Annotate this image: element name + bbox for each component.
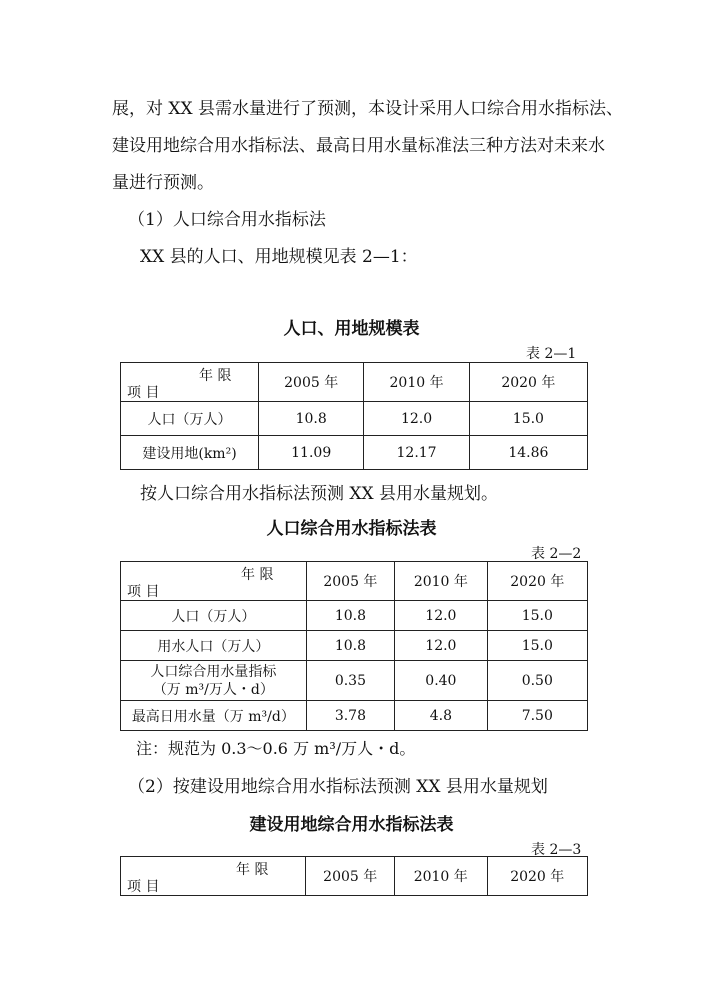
table-1-corner-cell: [121, 363, 259, 402]
table-1: [120, 362, 588, 470]
table-3-year-header: 2005 年: [306, 857, 395, 896]
table-1-year-header: 2005 年: [259, 363, 364, 402]
table-row: [121, 402, 588, 436]
table-3: [120, 856, 588, 896]
row-value: 15.0: [469, 402, 587, 436]
intro-line-2: 建设用地综合用水指标法、最高日用水量标准法三种方法对未来水: [112, 136, 605, 156]
table-2-year-header: 2010 年: [395, 562, 487, 601]
row-label-line-2: （万 m³/万人・d）: [152, 681, 274, 698]
corner-item-label: 项 目: [127, 879, 160, 895]
table-row: [121, 661, 588, 701]
table-2-year-header: 2005 年: [306, 562, 394, 601]
row-value: 15.0: [487, 631, 587, 661]
table-3-title: 建设用地综合用水指标法表: [249, 815, 454, 835]
row-value: 12.0: [395, 601, 487, 631]
section-1-heading: （1）人口综合用水指标法: [128, 210, 326, 230]
row-value: 4.8: [395, 701, 487, 731]
row-value: 0.35: [306, 661, 394, 701]
table-3-year-header: 2010 年: [395, 857, 488, 896]
table-row: [121, 601, 588, 631]
section-1-description: XX 县的人口、用地规模见表 2—1：: [140, 247, 418, 267]
row-value: 3.78: [306, 701, 394, 731]
table-3-number: 表 2—3: [531, 842, 582, 858]
table-1-title: 人口、用地规模表: [283, 319, 420, 339]
table-row: [121, 701, 588, 731]
row-value: 15.0: [487, 601, 587, 631]
row-label: 用水人口（万人）: [121, 631, 307, 661]
paragraph-2: 按人口综合用水指标法预测 XX 县用水量规划。: [140, 484, 499, 504]
row-value: 12.0: [395, 631, 487, 661]
row-label: 人口（万人）: [121, 601, 307, 631]
row-label-line-1: 人口综合用水量指标: [150, 663, 277, 680]
row-value: 0.40: [395, 661, 487, 701]
row-value: 7.50: [487, 701, 587, 731]
table-2: [120, 561, 588, 731]
table-1-year-header: 2020 年: [469, 363, 587, 402]
section-2-heading: （2）按建设用地综合用水指标法预测 XX 县用水量规划: [128, 777, 548, 797]
row-label: 建设用地(km²): [121, 436, 259, 470]
row-value: 10.8: [306, 601, 394, 631]
table-1-number: 表 2—1: [526, 346, 577, 362]
intro-line-1: 展，对 XX 县需水量进行了预测，本设计采用人口综合用水指标法、: [112, 99, 624, 119]
row-value: 14.86: [469, 436, 587, 470]
corner-year-label: 年 限: [241, 567, 274, 583]
table-row: [121, 436, 588, 470]
corner-item-label: 项 目: [127, 385, 160, 401]
row-value: 10.8: [306, 631, 394, 661]
note: 注：规范为 0.3～0.6 万 m³/万人・d。: [136, 739, 416, 758]
table-3-year-header: 2020 年: [487, 857, 587, 896]
intro-line-3: 量进行预测。: [112, 173, 214, 193]
row-label: [121, 661, 307, 701]
corner-year-label: 年 限: [236, 862, 269, 878]
corner-year-label: 年 限: [199, 368, 232, 384]
row-value: 10.8: [259, 402, 364, 436]
row-label: 最高日用水量（万 m³/d）: [121, 701, 307, 731]
row-value: 12.17: [364, 436, 469, 470]
table-3-corner-cell: [121, 857, 306, 896]
table-2-number: 表 2—2: [531, 546, 582, 562]
table-2-title: 人口综合用水指标法表: [266, 519, 437, 539]
row-value: 0.50: [487, 661, 587, 701]
table-row: [121, 631, 588, 661]
table-2-corner-cell: [121, 562, 307, 601]
row-value: 12.0: [364, 402, 469, 436]
row-label: 人口（万人）: [121, 402, 259, 436]
corner-item-label: 项 目: [127, 584, 160, 600]
row-value: 11.09: [259, 436, 364, 470]
table-1-year-header: 2010 年: [364, 363, 469, 402]
table-2-year-header: 2020 年: [487, 562, 587, 601]
